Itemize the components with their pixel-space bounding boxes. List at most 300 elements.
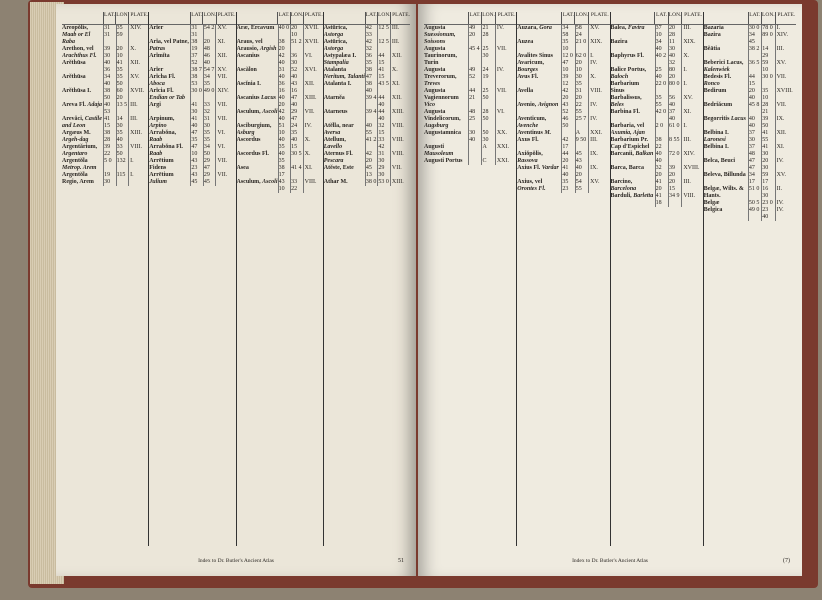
plate: IV.	[775, 200, 796, 207]
latitude: 35 55	[655, 95, 668, 109]
page-number: (7)	[783, 558, 790, 564]
place-name-text: Barbalissus,	[610, 95, 642, 101]
longitude: 41 15	[377, 67, 390, 81]
index-entry	[611, 123, 703, 137]
plate: XIX.	[588, 39, 609, 53]
longitude: 25 30	[481, 46, 494, 67]
latitude: 39 4	[365, 95, 378, 109]
page-number: 51	[398, 558, 404, 564]
modern-name: Arpino	[149, 123, 167, 129]
lat-header: LAT.	[654, 12, 667, 24]
lat-header: LAT.	[561, 12, 574, 24]
plate: III.	[775, 46, 796, 60]
place-name	[704, 88, 748, 102]
index-column	[236, 12, 323, 546]
modern-name: Baloch	[610, 74, 629, 80]
modern-name: Maab or El Raba	[62, 32, 91, 45]
plate: I.	[681, 81, 702, 95]
plate: VII.	[495, 46, 516, 67]
plate: VII.	[775, 102, 796, 116]
name-header	[424, 12, 468, 24]
plate: IV.	[588, 60, 609, 74]
place-name-text: Belgæ, Wilts. & Hants.	[703, 186, 744, 199]
place-name	[62, 88, 103, 102]
longitude: 16 30	[761, 186, 774, 200]
index-entry	[611, 95, 703, 109]
lon-header: LON.	[377, 12, 390, 24]
index-entry	[149, 39, 235, 53]
longitude: 40 15	[290, 137, 303, 151]
latitude: 51 0	[748, 186, 761, 200]
modern-name: Lavello	[323, 144, 343, 150]
modern-name: Stampalia	[323, 60, 349, 66]
modern-name: Metrop. Arem	[62, 165, 97, 171]
modern-name: Orontes Fl.	[517, 186, 546, 192]
place-name-text: Ascanius	[236, 53, 260, 59]
longitude: 35 40	[116, 130, 129, 144]
latitude: 42 40	[278, 109, 291, 123]
place-name	[149, 88, 190, 102]
place-name-text: Arĭcia Fl.	[149, 88, 174, 94]
plate: VIII.	[681, 193, 702, 207]
latitude: 38 2	[748, 46, 761, 60]
latitude: 37 52	[190, 53, 203, 67]
longitude: 14 30	[116, 116, 129, 130]
place-name-text: Belgica	[703, 207, 723, 213]
latitude: 42 20	[561, 88, 574, 102]
longitude: 24 35	[290, 123, 303, 137]
latitude: 40 35	[278, 137, 291, 151]
latitude: 50 5	[748, 200, 760, 206]
modern-name: Pescara	[323, 158, 344, 164]
place-name	[704, 200, 748, 207]
plate: X.	[588, 74, 609, 88]
place-name-text: Arrabŏna Fl.	[149, 144, 183, 150]
modern-name: Gora	[539, 25, 552, 31]
modern-name: Barcelona	[610, 186, 637, 192]
index-entry	[149, 172, 235, 186]
place-name	[237, 109, 278, 123]
place-name	[324, 123, 365, 137]
place-name-text: Axius Fl.	[517, 165, 541, 171]
place-name-text: Bazaria	[703, 25, 724, 31]
latitude: 39 22	[103, 144, 116, 158]
longitude: 35 50	[116, 74, 129, 88]
plate: XVII.	[303, 25, 323, 39]
place-name	[324, 109, 365, 123]
place-name-text: Avenio,	[517, 102, 537, 108]
place-name-text: Astypalæa I.	[323, 53, 357, 59]
index-entry	[149, 130, 235, 144]
index-entry	[149, 102, 235, 116]
place-name	[517, 53, 561, 60]
latitude: 43 23	[190, 158, 203, 172]
plate-header: PLATE.	[681, 12, 702, 24]
modern-name: Argeh-dag	[62, 137, 89, 143]
latitude: 36 16	[278, 81, 291, 95]
plate: III.	[128, 116, 148, 130]
plate: I.	[588, 53, 609, 60]
longitude: 11 30	[668, 39, 681, 53]
plate-header: PLATE.	[128, 12, 148, 24]
modern-name: Patras	[149, 46, 166, 52]
index-entry	[704, 74, 796, 88]
plate: I.	[128, 172, 148, 186]
plate: XV.	[215, 67, 235, 74]
place-name	[424, 88, 468, 109]
latitude: 38 40	[365, 81, 378, 95]
plate: XIII.	[303, 95, 323, 109]
plate: VII.	[215, 158, 235, 172]
latitude: 32 20	[655, 165, 668, 179]
latitude: 30 0	[748, 25, 760, 31]
longitude: 50 30	[481, 130, 494, 144]
index-entry	[237, 81, 323, 95]
plate: IX.	[588, 151, 609, 165]
place-name-text: Bazira	[610, 39, 628, 45]
latitude: 31 31	[190, 25, 203, 39]
latitude: 46 50	[561, 116, 574, 130]
index-entry	[62, 116, 148, 130]
lat-header: LAT.	[103, 12, 115, 24]
latitude: 43 45	[190, 172, 203, 186]
latitude: 40 53	[103, 102, 116, 116]
latitude: 49 52	[468, 67, 481, 88]
place-name-text: Asea	[236, 165, 249, 171]
longitude: 28 50	[481, 109, 494, 130]
plate: VIII.	[390, 151, 410, 165]
latitude: 41 15	[103, 116, 116, 130]
place-name	[704, 60, 748, 74]
place-name	[517, 165, 561, 179]
latitude: 40 40	[655, 151, 668, 165]
longitude: 41 4	[290, 165, 303, 179]
place-name-text: Begorritis	[703, 116, 730, 122]
plate: VIII.	[303, 179, 323, 193]
index-entry	[237, 25, 323, 39]
index-entry	[517, 130, 609, 137]
index-entry	[424, 88, 516, 109]
place-name-text: Barca, Barca	[610, 165, 644, 171]
latitude: 5 0	[103, 158, 116, 172]
latitude: 22 0	[655, 81, 668, 95]
longitude: 30 0	[761, 74, 774, 88]
latitude: 38 50	[103, 88, 116, 102]
place-name	[62, 25, 103, 46]
index-entry	[62, 25, 148, 46]
longitude: 29 47	[203, 158, 216, 172]
plate: VII.	[495, 88, 516, 109]
latitude: 40 40	[748, 116, 761, 130]
lon-header: LON.	[481, 12, 495, 24]
place-name	[704, 116, 748, 130]
plate: VII.	[215, 116, 235, 130]
plate: II.	[775, 186, 796, 200]
longitude: 33 42	[377, 137, 390, 151]
longitude: 54 55	[575, 179, 588, 193]
index-entry	[704, 60, 796, 74]
longitude: 59 10	[761, 60, 774, 74]
latitude: 38 22	[655, 137, 668, 151]
longitude: 24 19	[481, 67, 494, 88]
place-name	[517, 60, 561, 74]
latitude: 47 47	[748, 158, 761, 172]
column-header	[424, 12, 516, 25]
longitude: 58 24	[575, 25, 588, 39]
modern-name: Favira	[627, 25, 645, 31]
plate: III.	[128, 102, 148, 116]
longitude: 20 15	[668, 179, 681, 193]
place-name	[324, 165, 365, 179]
plate: X.	[681, 53, 702, 67]
latitude: 43 10	[278, 179, 291, 193]
index-entry	[611, 151, 703, 165]
longitude: 89 0	[761, 32, 774, 46]
place-name-text: Avella	[517, 88, 534, 94]
page-footer: Index to Dr. Butler's Ancient Atlas	[198, 558, 274, 564]
lon-header: LON.	[574, 12, 588, 24]
column-header	[62, 12, 148, 25]
index-entry	[149, 144, 235, 158]
index-entry	[517, 25, 609, 39]
latitude: 39 4	[365, 109, 378, 123]
place-name-text: Atarnĕa	[323, 95, 345, 101]
modern-name: Arachthus Fl.	[62, 53, 97, 59]
longitude: 72 0	[668, 151, 681, 165]
name-header	[62, 12, 103, 24]
place-name	[424, 46, 468, 67]
place-name	[237, 95, 278, 109]
longitude: 132	[116, 158, 129, 172]
place-name	[324, 67, 365, 81]
place-name-text: Arĕthūsa	[62, 60, 86, 66]
latitude: 42 40	[278, 53, 291, 67]
modern-name: Endian or Tab	[149, 95, 186, 101]
latitude: 45 8	[748, 102, 761, 116]
longitude: 34 9	[668, 193, 681, 207]
index-entry	[324, 25, 410, 39]
place-name	[62, 130, 103, 144]
plate: XII.	[390, 53, 410, 67]
modern-name: Mausoleum	[424, 151, 454, 157]
latitude	[468, 158, 481, 165]
place-name-text: Belbina I.	[703, 130, 729, 136]
index-entry	[62, 158, 148, 172]
place-name-text: Baphyrus Fl.	[610, 53, 644, 59]
latitude: 44 15	[748, 74, 761, 88]
longitude: 20 30	[761, 158, 774, 172]
longitude: 41 30	[761, 144, 774, 158]
latitude: 39 12	[561, 74, 574, 88]
place-name-text: Belca, Beuci	[703, 158, 736, 164]
latitude: 20 40	[748, 88, 761, 102]
plate: VII.	[303, 109, 323, 123]
latitude: 40 0	[278, 25, 291, 39]
place-name	[611, 109, 655, 123]
name-header	[324, 12, 365, 24]
plate: III.	[681, 137, 702, 151]
place-name	[611, 123, 655, 137]
latitude	[561, 130, 574, 137]
latitude: 34 17	[748, 172, 761, 186]
place-name	[611, 81, 655, 95]
longitude: 22 55	[575, 102, 588, 116]
latitude: 19 30	[103, 172, 116, 186]
index-entry	[517, 116, 609, 130]
index-column	[62, 12, 148, 546]
latitude: 30 0	[190, 88, 203, 102]
index-column	[323, 12, 410, 546]
modern-name: M.	[544, 130, 552, 136]
latitude: 40 55	[365, 123, 378, 137]
place-name-text: Aventicum,	[517, 116, 547, 122]
latitude: 42 32	[365, 39, 378, 53]
plate: X.	[303, 137, 323, 151]
plate: IX.	[588, 165, 609, 179]
index-entry	[611, 53, 703, 67]
modern-name: Julium	[149, 179, 167, 185]
plate: XII.	[303, 81, 323, 95]
place-name-text: Bazira	[703, 32, 721, 38]
plate: VII.	[775, 74, 796, 88]
place-name	[424, 130, 468, 144]
place-name-text: Augusti Portus	[424, 158, 463, 164]
plate: III.	[390, 39, 410, 53]
longitude: 20 10	[290, 25, 303, 39]
plate: IX.	[775, 116, 796, 130]
index-entry	[704, 130, 796, 144]
modern-name: Bourges	[517, 67, 538, 73]
place-name	[237, 81, 278, 95]
place-name-text: Barduli,	[610, 193, 632, 199]
latitude: 44 20	[561, 151, 574, 165]
index-entry	[237, 67, 323, 81]
place-name	[424, 158, 468, 165]
place-name-text: Argentŏla Regio, Arem	[62, 172, 94, 185]
place-name	[611, 179, 655, 193]
place-name	[324, 179, 365, 186]
plate: XI.	[390, 81, 410, 95]
place-name	[611, 53, 655, 67]
lat-header: LAT.	[365, 12, 377, 24]
modern-name: Adaja	[87, 102, 103, 108]
plate: X.	[390, 67, 410, 81]
place-name	[517, 88, 561, 102]
plate: IV.	[495, 25, 516, 46]
modern-name: Laronesi	[703, 137, 726, 143]
longitude: 29 47	[290, 109, 303, 123]
place-name-text: Ascordus	[236, 137, 261, 143]
index-entry	[611, 81, 703, 95]
longitude: 20 10	[116, 46, 129, 60]
plate: X.	[303, 151, 323, 165]
longitude: 13 5	[116, 102, 129, 116]
latitude: 35 10	[561, 39, 574, 53]
longitude: 35 35	[203, 130, 216, 144]
plate-header: PLATE.	[390, 12, 410, 24]
index-entry	[704, 102, 796, 116]
place-name	[149, 130, 190, 144]
place-name	[237, 67, 278, 81]
plate: XV.	[215, 25, 235, 39]
place-name-text: Beberici Lacus,	[703, 60, 744, 66]
place-name-text: Axiŏpŏlis,	[517, 151, 543, 157]
index-entry	[704, 88, 796, 102]
index-entry	[424, 67, 516, 88]
latitude: 25 40	[655, 67, 668, 81]
index-entry	[237, 137, 323, 151]
longitude: 44 15	[377, 53, 390, 67]
place-name	[704, 207, 748, 221]
plate: VII.	[215, 102, 235, 116]
longitude: 30 35	[575, 74, 588, 88]
plate: I.	[128, 158, 148, 172]
longitude: 25 50	[481, 88, 494, 109]
place-name-text: Avus Fl.	[517, 74, 539, 80]
longitude: 115	[116, 172, 129, 186]
plate: IV.	[775, 207, 796, 221]
latitude: 34 45	[748, 32, 761, 46]
place-name-text: Arrētium Fidens	[149, 158, 174, 171]
place-name-text: Atalanta	[323, 67, 347, 73]
index-entry	[324, 81, 410, 95]
index-entry	[704, 116, 796, 130]
plate: I.	[775, 25, 796, 32]
plate: III.	[588, 137, 609, 151]
longitude: 53 0	[378, 179, 389, 185]
column-header	[517, 12, 609, 25]
place-name	[62, 144, 103, 158]
place-name	[324, 25, 365, 39]
place-name-text: Augusti	[424, 144, 445, 150]
longitude: 23 40	[761, 207, 774, 221]
place-name-text: Arĭcha Fl.	[149, 74, 176, 80]
index-entry	[62, 60, 148, 74]
place-name-text: Belgæ	[703, 200, 720, 206]
place-name	[237, 151, 278, 165]
latitude: 36 35	[365, 53, 378, 67]
index-entry	[517, 151, 609, 165]
place-name-text: Augustamnica	[424, 130, 462, 136]
modern-name: Neritum, Talanti	[323, 74, 365, 80]
plate: VI.	[215, 130, 235, 144]
longitude: 56 40	[668, 95, 681, 109]
modern-name: Augsburg	[424, 123, 449, 129]
longitude: 60 20	[116, 88, 129, 102]
longitude: 78 0	[762, 25, 773, 31]
index-entry	[324, 165, 410, 179]
latitude: 41 20	[655, 179, 668, 193]
index-entry	[324, 67, 410, 81]
index-entry	[704, 32, 796, 46]
lon-header: LON.	[668, 12, 682, 24]
latitude: 44 21	[468, 88, 481, 109]
index-entry	[424, 158, 516, 165]
place-name-text: Areva Fl.	[62, 102, 86, 108]
place-name-text: Atarneus	[323, 109, 348, 115]
index-entry	[237, 123, 323, 137]
latitude: 47 35	[190, 130, 203, 144]
place-name	[517, 25, 561, 39]
modern-name: Argentaro	[62, 151, 88, 157]
place-name	[424, 67, 468, 88]
place-name-text: Barcino,	[610, 179, 633, 185]
modern-name: Raab	[149, 137, 163, 143]
place-name	[149, 53, 190, 67]
latitude: 49 0	[748, 207, 761, 221]
longitude: 80 20	[668, 67, 681, 81]
place-name-text: Augusta Vagiennorum	[424, 88, 459, 101]
